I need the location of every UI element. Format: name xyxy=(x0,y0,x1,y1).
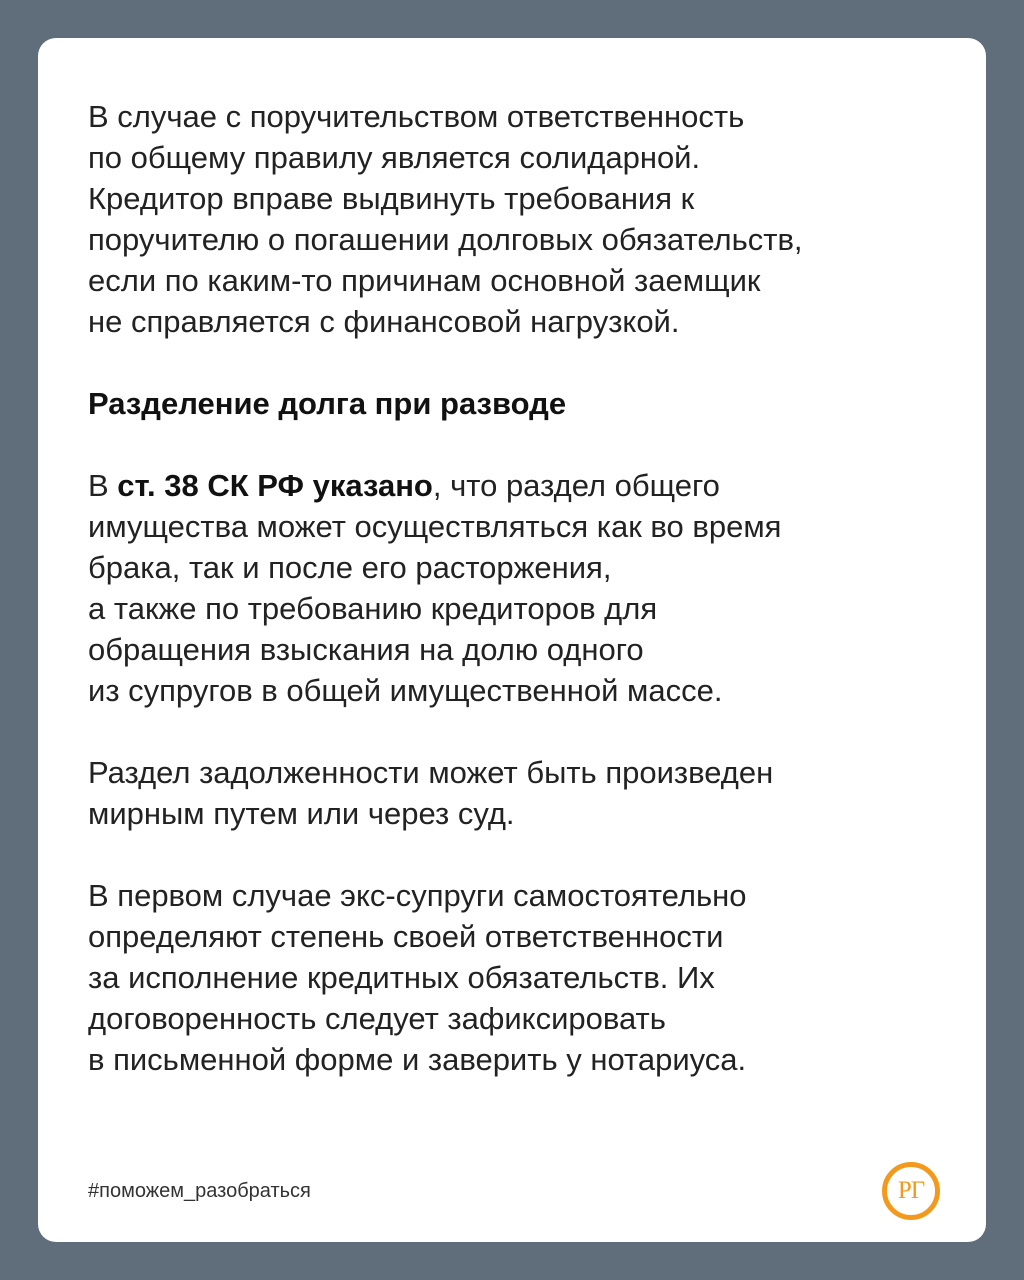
hashtag: #поможем_разобраться xyxy=(88,1180,311,1202)
rg-logo-icon xyxy=(882,1162,940,1220)
content-card xyxy=(38,38,986,1242)
law-reference: ст. 38 СК РФ указано xyxy=(117,468,433,503)
paragraph-law xyxy=(88,465,968,711)
logo-text: РГ xyxy=(897,1177,925,1204)
paragraph-law-prefix: В xyxy=(88,468,118,503)
article-content xyxy=(88,96,968,1121)
section-heading: Разделение долга при разводе xyxy=(88,386,567,421)
paragraph-debt-division: Раздел задолженности может быть произведен мирным путем или через суд. xyxy=(88,755,774,831)
paragraph-agreement: В первом случае экс-супруги самостоятельно определяют степень своей ответственности за исполнение кредитных обязательств. Их договоренность следует зафиксировать в письменной форме и заверить у нотариуса. xyxy=(88,878,747,1077)
paragraph-law-rest: , что раздел общего имущества может осуществляться как во время брака, так и после его расторжения, а также по требованию кредиторов для обращения взыскания на долю одного из супругов в общей имущественной массе. xyxy=(88,468,782,708)
paragraph-guarantee: В случае с поручительством ответственность по общему правилу является солидарной. Кредитор вправе выдвинуть требования к поручителю о погашении долговых обязательств, если по каким-то причинам основной заемщик не справляется с финансовой нагрузкой. xyxy=(88,99,803,339)
